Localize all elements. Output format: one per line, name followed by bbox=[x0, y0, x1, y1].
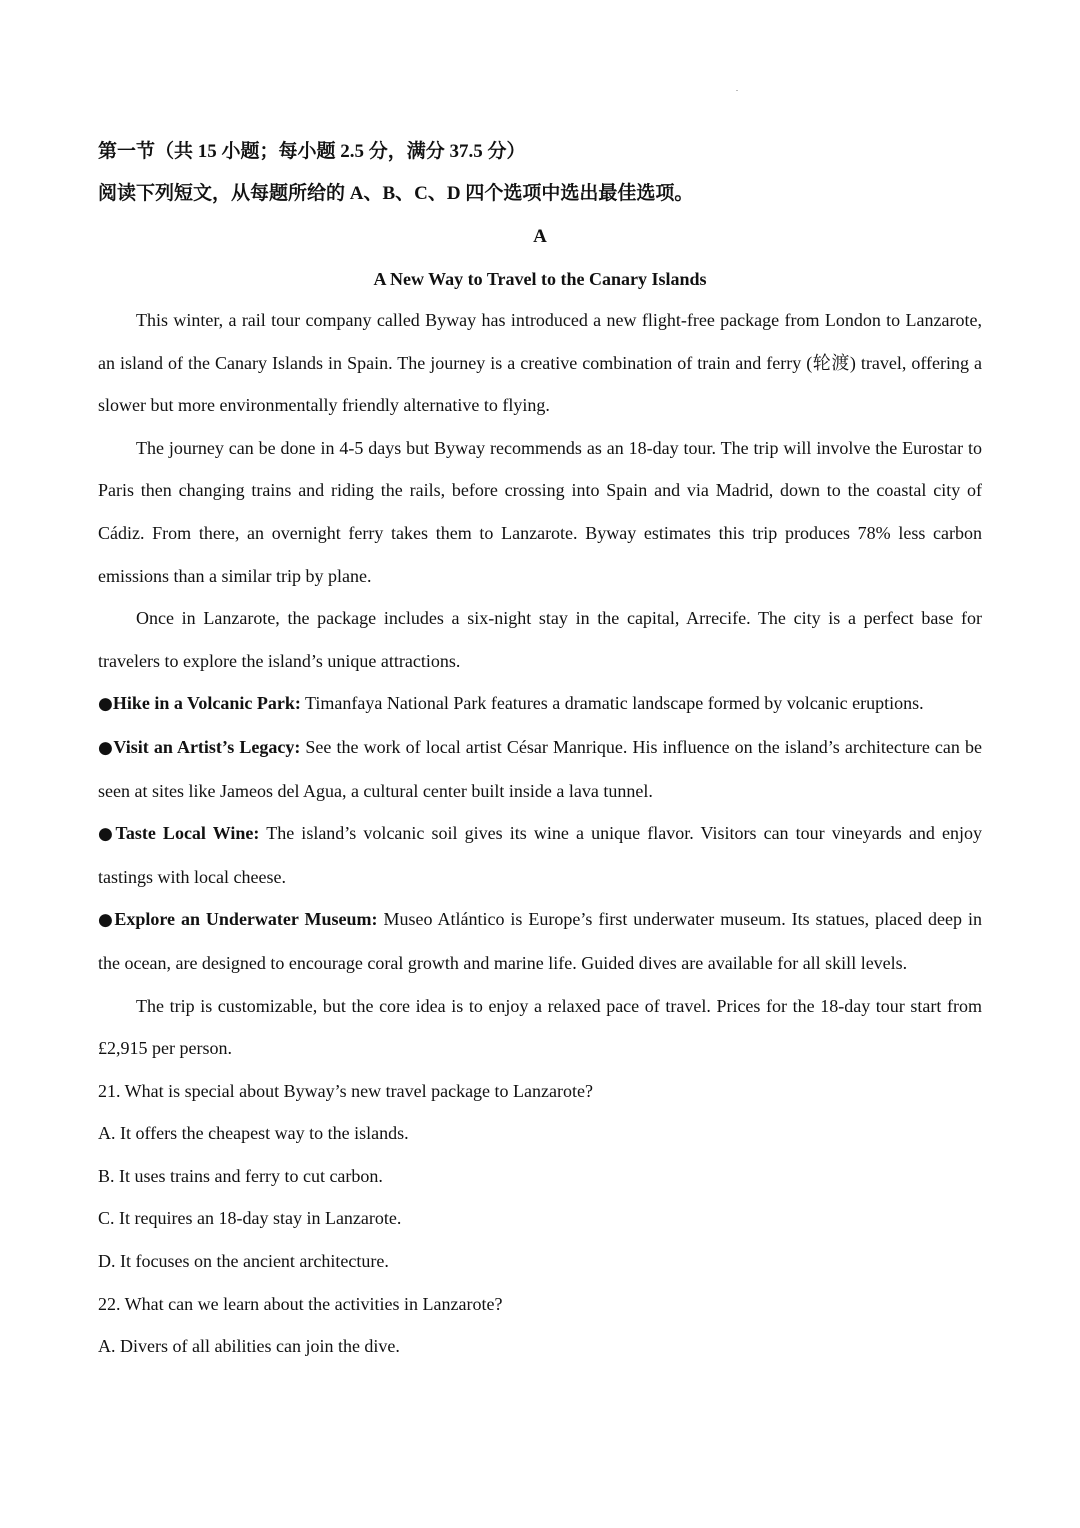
bullet-icon: ● bbox=[98, 737, 114, 758]
attraction-label: Explore an Underwater Museum: bbox=[114, 909, 378, 930]
answer-option: D. It focuses on the ancient architecture. bbox=[98, 1251, 389, 1272]
attraction-text: Timanfaya National Park features a dramatic landscape formed by volcanic eruptions. bbox=[300, 693, 924, 714]
attraction-label: Visit an Artist’s Legacy: bbox=[113, 736, 301, 757]
question-stem: 21. What is special about Byway’s new travel package to Lanzarote? bbox=[98, 1080, 593, 1101]
paragraph-2: The journey can be done in 4-5 days but Byway recommends as an 18-day tour. The trip will involve the Eurostar to Paris then changing trains and riding the rails, before crossing into Spain and via Madrid, down to the coastal city of Cádiz. From there, an overnight ferry takes them to Lanzarote. Byway estimates this trip produces 78% less carbon emissions than a similar trip by plane. bbox=[98, 437, 982, 586]
bullet-icon: ● bbox=[98, 910, 115, 931]
attraction-item bbox=[98, 898, 982, 984]
bullet-icon: ● bbox=[98, 694, 113, 715]
answer-option: C. It requires an 18-day stay in Lanzarote. bbox=[98, 1208, 402, 1229]
bullet-icon: ● bbox=[98, 824, 116, 845]
exam-page bbox=[98, 131, 982, 1368]
paragraph-1: This winter, a rail tour company called Byway has introduced a new flight-free package from London to Lanzarote, an island of the Canary Islands in Spain. The journey is a creative combination of train and ferry (轮渡) travel, offering a slower but more environmentally friendly alternative to flying. bbox=[98, 310, 982, 416]
attraction-label: Hike in a Volcanic Park: bbox=[112, 693, 301, 714]
section-header: 第一节（共 15 小题；每小题 2.5 分，满分 37.5 分） bbox=[98, 141, 526, 162]
attraction-item bbox=[98, 682, 982, 726]
attraction-item bbox=[98, 812, 982, 898]
attraction-item bbox=[98, 726, 982, 812]
paragraph-4: The trip is customizable, but the core idea is to enjoy a relaxed pace of travel. Prices for the 18-day tour start from £2,915 per person. bbox=[98, 995, 982, 1059]
answer-option: A. It offers the cheapest way to the islands. bbox=[98, 1123, 409, 1144]
attraction-text: Museo Atlántico is Europe’s first underwater museum. Its statues, placed deep in the ocean, are designed to encourage coral growth and marine life. Guided dives are available for all skill levels. bbox=[98, 909, 982, 973]
paragraph-3: Once in Lanzarote, the package includes a six-night stay in the capital, Arrecife. The city is a perfect base for travelers to explore the island’s unique attractions. bbox=[98, 608, 982, 671]
passage-title: A New Way to Travel to the Canary Islands bbox=[373, 269, 707, 289]
attraction-text: The island’s volcanic soil gives its wine a unique flavor. Visitors can tour vineyards and enjoy tastings with local cheese. bbox=[98, 823, 983, 887]
passage-letter: A bbox=[533, 226, 547, 247]
answer-option: A. Divers of all abilities can join the dive. bbox=[98, 1336, 400, 1357]
attraction-label: Taste Local Wine: bbox=[115, 823, 260, 844]
scan-speck bbox=[736, 90, 738, 91]
attraction-text: See the work of local artist César Manrique. His influence on the island’s architecture can be seen at sites like Jameos del Agua, a cultural center built inside a lava tunnel. bbox=[98, 736, 982, 801]
instruction-line: 阅读下列短文，从每题所给的 A、B、C、D 四个选项中选出最佳选项。 bbox=[98, 183, 694, 204]
answer-option: B. It uses trains and ferry to cut carbon. bbox=[98, 1165, 383, 1186]
question-stem: 22. What can we learn about the activities in Lanzarote? bbox=[98, 1293, 503, 1314]
